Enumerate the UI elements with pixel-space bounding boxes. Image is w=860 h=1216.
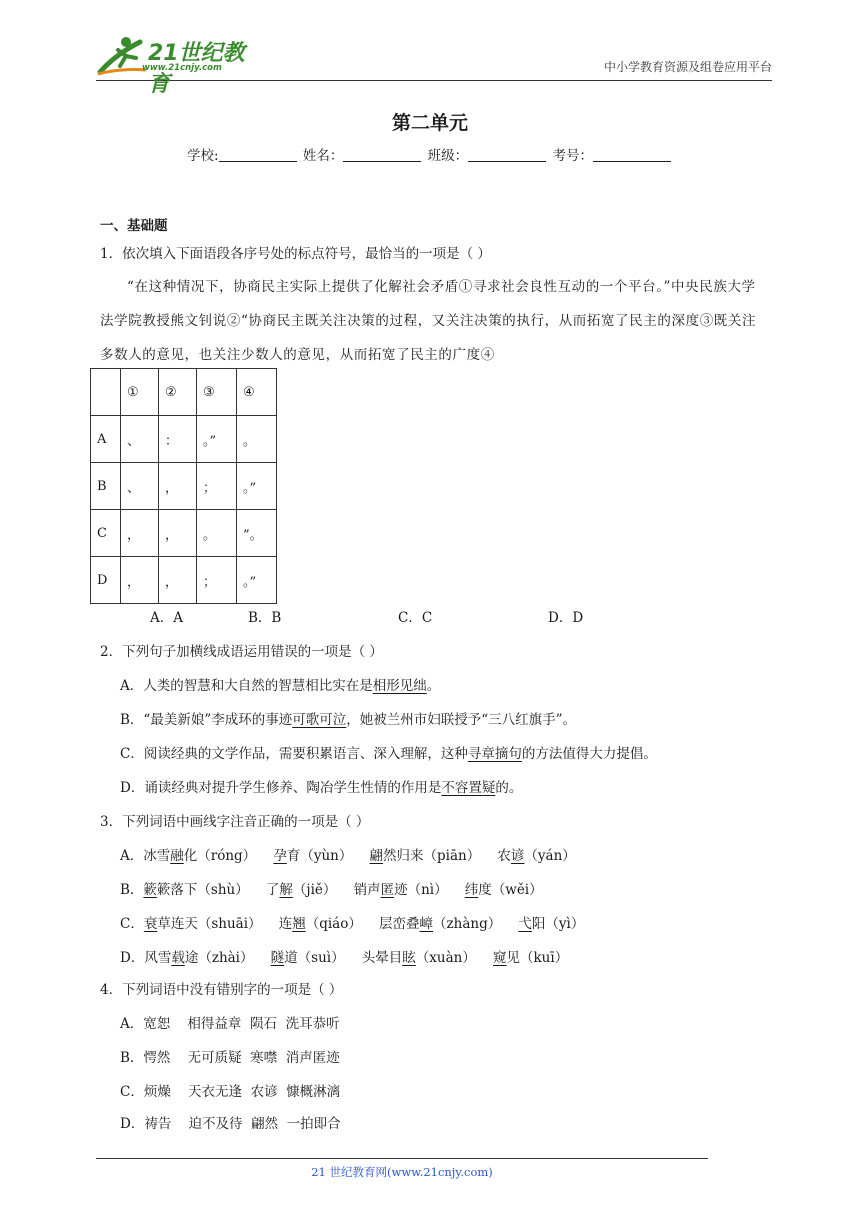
- q4-option-c[interactable]: C．烦燥 天衣无逢 农谚 慷概淋漓: [120, 1084, 341, 1100]
- name-blank[interactable]: [343, 147, 421, 162]
- option-text: D．诵读经典对提升学生修养、陶冶学生性情的作用是: [120, 780, 442, 796]
- page-header: [96, 30, 772, 97]
- option-text: 阳（yì）: [531, 916, 585, 932]
- underlined-char: 眩: [402, 950, 416, 966]
- underlined-char: 翘: [292, 916, 306, 932]
- table-row: [91, 510, 277, 557]
- option-text: 簌落下（shù） 了: [156, 882, 280, 898]
- table-cell: ”。: [237, 510, 277, 557]
- option-text: 然归来（piān） 农: [383, 848, 511, 864]
- q1-option-b[interactable]: B．B: [248, 610, 282, 626]
- underlined-char: 嶂: [419, 916, 434, 932]
- option-text: 的。: [495, 780, 523, 796]
- underlined-idiom: 可歌可泣: [292, 712, 347, 728]
- table-cell: 。: [197, 510, 237, 557]
- option-text: D．风雪: [120, 950, 172, 966]
- underlined-idiom: 不容置疑: [441, 780, 496, 796]
- page-title: 第二单元: [391, 112, 468, 134]
- table-cell: 、: [121, 463, 159, 510]
- table-cell: D: [91, 557, 121, 604]
- table-row: [91, 557, 277, 604]
- option-text: C．阅读经典的文学作品，需要积累语言、深入理解，这种: [120, 746, 468, 762]
- table-cell: 、: [121, 416, 159, 463]
- table-cell: ，: [159, 510, 197, 557]
- logo: [96, 34, 256, 97]
- underlined-idiom: 相形见绌: [372, 678, 427, 694]
- exam-no-blank[interactable]: [593, 147, 671, 162]
- table-cell: ，: [159, 463, 197, 510]
- table-cell: A: [91, 416, 121, 463]
- option-text: B．“最美新娘”李成环的事迹: [120, 712, 293, 728]
- table-cell: 。”: [197, 416, 237, 463]
- option-text: A．人类的智慧和大自然的智慧相比实在是: [120, 678, 373, 694]
- underlined-char: 衰: [143, 916, 158, 932]
- student-info: [0, 144, 860, 164]
- table-cell: ②: [159, 369, 197, 416]
- q1-option-a[interactable]: A．A: [150, 610, 183, 626]
- q3-option-d[interactable]: [120, 946, 568, 966]
- underlined-char: 匿: [380, 882, 395, 898]
- table-cell: 。: [237, 416, 277, 463]
- q3-option-a[interactable]: [120, 844, 576, 864]
- option-text: B．: [120, 882, 144, 898]
- option-text: 见（kuī）: [506, 950, 569, 966]
- q4-option-d[interactable]: D．祷告 迫不及待 翩然 一拍即合: [120, 1116, 341, 1132]
- table-cell: ；: [197, 463, 237, 510]
- q1-passage: “在这种情况下，协商民主实际上提供了化解社会矛盾①寻求社会良性互动的一个平台。”中央民族大学法学院教授熊文钊说②“协商民主既关注决策的过程，又关注决策的执行，从而拓宽了民主的深度③既关注多数人的意见，也关注少数人的意见，从而拓宽了民主的广度④: [100, 279, 757, 363]
- option-text: A．冰雪: [120, 848, 171, 864]
- option-text: 。: [426, 678, 441, 694]
- table-row: [91, 416, 277, 463]
- option-text: （jiě） 销声: [292, 882, 381, 898]
- q4-option-b[interactable]: B．愕然 无可质疑 寒噤 消声匿迹: [120, 1050, 340, 1066]
- table-cell: ；: [197, 557, 237, 604]
- underlined-char: 隧: [270, 950, 285, 966]
- logo-text: 21世纪教育: [148, 41, 245, 97]
- q2-option-b[interactable]: [120, 708, 576, 728]
- underlined-char: 弋: [518, 916, 532, 932]
- table-cell: 。”: [237, 557, 277, 604]
- option-text: 途（zhài）: [184, 950, 271, 966]
- option-text: 度（wěi）: [478, 882, 543, 898]
- platform-name: 中小学教育资源及组卷应用平台: [603, 60, 772, 74]
- q2-option-a[interactable]: [120, 674, 440, 694]
- underlined-idiom: 寻章摘句: [467, 746, 522, 762]
- underlined-char: 簌: [143, 882, 157, 898]
- option-text: 草连天（shuāi） 连: [157, 916, 293, 932]
- table-cell: ①: [121, 369, 159, 416]
- footer-text[interactable]: 21 世纪教育网(www.21cnjy.com): [311, 1165, 493, 1179]
- q2-option-d[interactable]: [120, 776, 522, 796]
- option-text: ，她被兰州市妇联授予“三八红旗手”。: [346, 712, 577, 728]
- school-label: 学校:: [187, 148, 219, 164]
- table-cell: 。”: [237, 463, 277, 510]
- q2-option-c[interactable]: [120, 742, 657, 762]
- q1-option-c[interactable]: C．C: [398, 610, 433, 626]
- table-cell: ③: [197, 369, 237, 416]
- table-cell: ，: [121, 510, 159, 557]
- option-text: （yán）: [524, 848, 576, 864]
- q3-option-b[interactable]: [120, 878, 543, 898]
- table-cell: C: [91, 510, 121, 557]
- table-cell: ，: [159, 557, 197, 604]
- option-text: 的方法值得大力提倡。: [521, 746, 657, 762]
- footer-divider: [96, 1158, 708, 1159]
- name-label: 姓名：: [302, 148, 344, 164]
- option-text: （zhàng）: [433, 916, 519, 932]
- underlined-char: 载: [171, 950, 185, 966]
- option-text: 育（yùn）: [286, 848, 370, 864]
- class-label: 班级：: [427, 148, 469, 164]
- option-text: 迹（nì）: [394, 882, 465, 898]
- class-blank[interactable]: [468, 147, 546, 162]
- underlined-char: 谚: [510, 848, 525, 864]
- school-blank[interactable]: [219, 147, 297, 162]
- option-text: （qiáo） 层峦叠: [305, 916, 420, 932]
- table-cell: ④: [237, 369, 277, 416]
- option-text: 化（róng）: [183, 848, 274, 864]
- underlined-char: 融: [170, 848, 184, 864]
- option-text: C．: [120, 916, 144, 932]
- table-cell: B: [91, 463, 121, 510]
- q1-option-d[interactable]: D．D: [548, 610, 584, 626]
- underlined-char: 翩: [369, 848, 384, 864]
- q4-option-a[interactable]: A．宽恕 相得益章 陨石 洗耳恭听: [120, 1016, 340, 1032]
- underlined-char: 窥: [493, 950, 507, 966]
- underlined-char: 孕: [273, 848, 287, 864]
- table-cell: ：: [159, 416, 197, 463]
- table-row: [91, 369, 277, 416]
- q3-option-c[interactable]: [120, 912, 584, 932]
- exam-no-label: 考号：: [552, 148, 593, 164]
- logo-url: www.21cnjy.com: [142, 63, 222, 73]
- punctuation-table: [90, 368, 277, 604]
- table-row: [91, 463, 277, 510]
- q1-stem: 1．依次填入下面语段各序号处的标点符号，最恰当的一项是（ ）: [100, 246, 491, 262]
- underlined-char: 解: [279, 882, 293, 898]
- option-text: （xuàn）: [415, 950, 493, 966]
- underlined-char: 纬: [464, 882, 479, 898]
- q3-stem: 3．下列词语中画线字注音正确的一项是（ ）: [100, 814, 370, 830]
- option-text: 道（suì） 头晕目: [284, 950, 403, 966]
- table-cell: [91, 369, 121, 416]
- q4-stem: 4．下列词语中没有错别字的一项是（ ）: [100, 982, 343, 998]
- section-heading: 一、基础题: [100, 218, 168, 234]
- table-cell: ，: [121, 557, 159, 604]
- q2-stem: 2．下列句子加横线成语运用错误的一项是（ ）: [100, 644, 383, 660]
